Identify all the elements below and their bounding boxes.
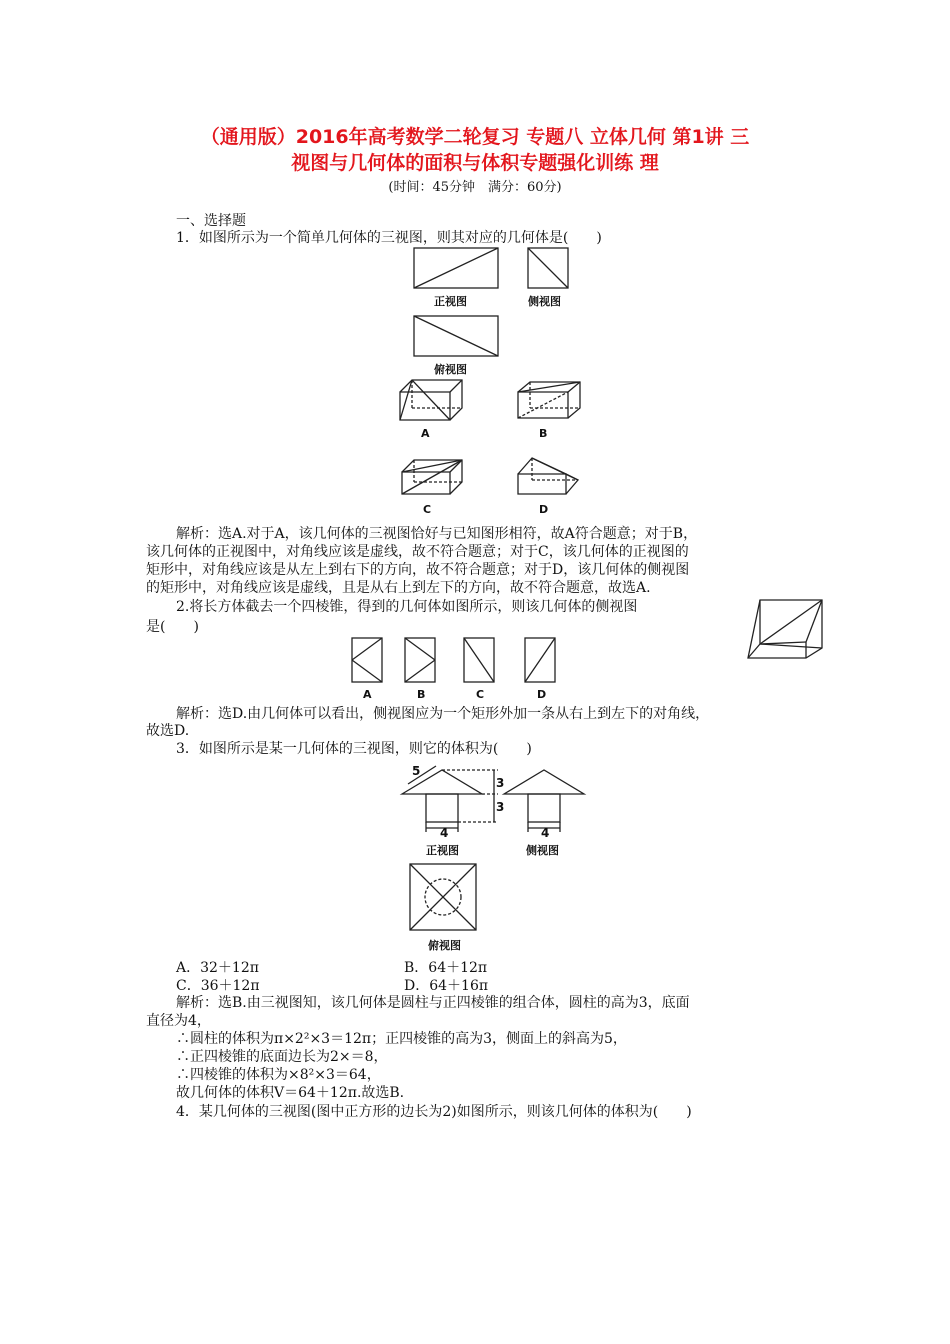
q2-stem-line-1: 2.将长方体截去一个四棱锥，得到的几何体如图所示，则该几何体的侧视图 [176, 599, 638, 615]
q1-option-d-solid [514, 454, 584, 500]
q2-option-b-view [403, 636, 439, 686]
q2-option-d-view [523, 636, 559, 686]
q3-side-width-dim: 4 [541, 826, 550, 840]
q1-analysis-line-4: 的矩形中，对角线应该是虚线，且是从右上到左下的方向，故不符合题意，故选A. [146, 580, 651, 596]
q1-top-view-label: 俯视图 [434, 363, 467, 376]
q3-choice-b: B．64＋12π [404, 960, 488, 976]
q3-analysis-line-6: 故几何体的体积V＝64＋12π.故选B. [176, 1085, 405, 1101]
q1-analysis-line-2: 该几何体的正视图中，对角线应该是虚线，故不符合题意；对于C，该几何体的正视图的 [146, 544, 689, 560]
q3-top-view-label: 俯视图 [428, 939, 461, 952]
q3-analysis-line-5: ∴四棱锥的体积为×8²×3＝64， [176, 1067, 381, 1083]
q1-analysis-line-3: 矩形中，对角线应该是从左上到右下的方向，故不符合题意；对于D，该几何体的侧视图 [146, 562, 690, 578]
q3-front-width-dim: 4 [440, 826, 449, 840]
q1-option-b-label: B [539, 427, 548, 440]
q1-side-view [526, 246, 572, 290]
q1-stem: 1．如图所示为一个简单几何体的三视图，则其对应的几何体是( ) [176, 230, 602, 246]
q2-option-a-view [350, 636, 386, 686]
q3-side-view-label: 侧视图 [526, 844, 559, 857]
q1-option-c-label: C [423, 503, 432, 516]
q1-option-d-label: D [539, 503, 549, 516]
q3-stem: 3．如图所示是某一几何体的三视图，则它的体积为( ) [176, 741, 532, 757]
q3-choice-a: A．32＋12π [176, 960, 259, 976]
section-heading: 一、选择题 [176, 213, 246, 229]
q2-analysis-line-1: 解析：选D.由几何体可以看出，侧视图应为一个矩形外加一条从右上到左下的对角线， [176, 706, 710, 722]
q4-stem: 4．某几何体的三视图(图中正方形的边长为2)如图所示，则该几何体的体积为( ) [176, 1104, 692, 1120]
q3-lower-height-dim: 3 [496, 800, 505, 814]
q2-option-b-label: B [417, 688, 426, 701]
q2-option-a-label: A [363, 688, 372, 701]
q1-option-a-solid [396, 378, 466, 424]
q1-top-view [412, 314, 502, 358]
q1-option-c-solid [398, 454, 468, 500]
q1-front-view [412, 246, 502, 290]
q1-side-view-label: 侧视图 [528, 295, 561, 308]
q3-upper-height-dim: 3 [496, 776, 505, 790]
q3-analysis-line-4: ∴正四棱锥的底面边长为2×＝8， [176, 1049, 388, 1065]
q1-analysis-line-1: 解析：选A.对于A，该几何体的三视图恰好与已知图形相符，故A符合题意；对于B， [176, 526, 698, 542]
q3-choice-d: D．64＋16π [404, 978, 489, 994]
exam-time-and-score: (时间：45分钟 满分：60分) [388, 180, 562, 195]
q2-option-d-label: D [537, 688, 547, 701]
q1-option-b-solid [514, 378, 584, 424]
q1-option-a-label: A [421, 427, 430, 440]
q2-analysis-line-2: 故选D. [146, 723, 190, 739]
q2-option-c-label: C [476, 688, 485, 701]
q3-analysis-line-1: 解析：选B.由三视图知，该几何体是圆柱与正四棱锥的组合体，圆柱的高为3，底面 [176, 995, 690, 1011]
q3-slant-height-dim: 5 [412, 764, 421, 778]
q2-truncated-box-solid [744, 598, 828, 662]
document-title-line-2: 视图与几何体的面积与体积专题强化训练 理 [291, 152, 659, 174]
q3-choice-c: C．36＋12π [176, 978, 260, 994]
q3-analysis-line-3: ∴圆柱的体积为π×2²×3＝12π；正四棱锥的高为3，侧面上的斜高为5， [176, 1031, 627, 1047]
q3-analysis-line-2: 直径为4， [146, 1013, 211, 1029]
q2-option-c-view [462, 636, 498, 686]
q2-stem-line-2: 是( ) [146, 619, 199, 635]
q3-top-view [408, 862, 480, 934]
q1-front-view-label: 正视图 [434, 295, 467, 308]
q3-front-view-label: 正视图 [426, 844, 459, 857]
document-title-line-1: （通用版）2016年高考数学二轮复习 专题八 立体几何 第1讲 三 [200, 126, 750, 148]
